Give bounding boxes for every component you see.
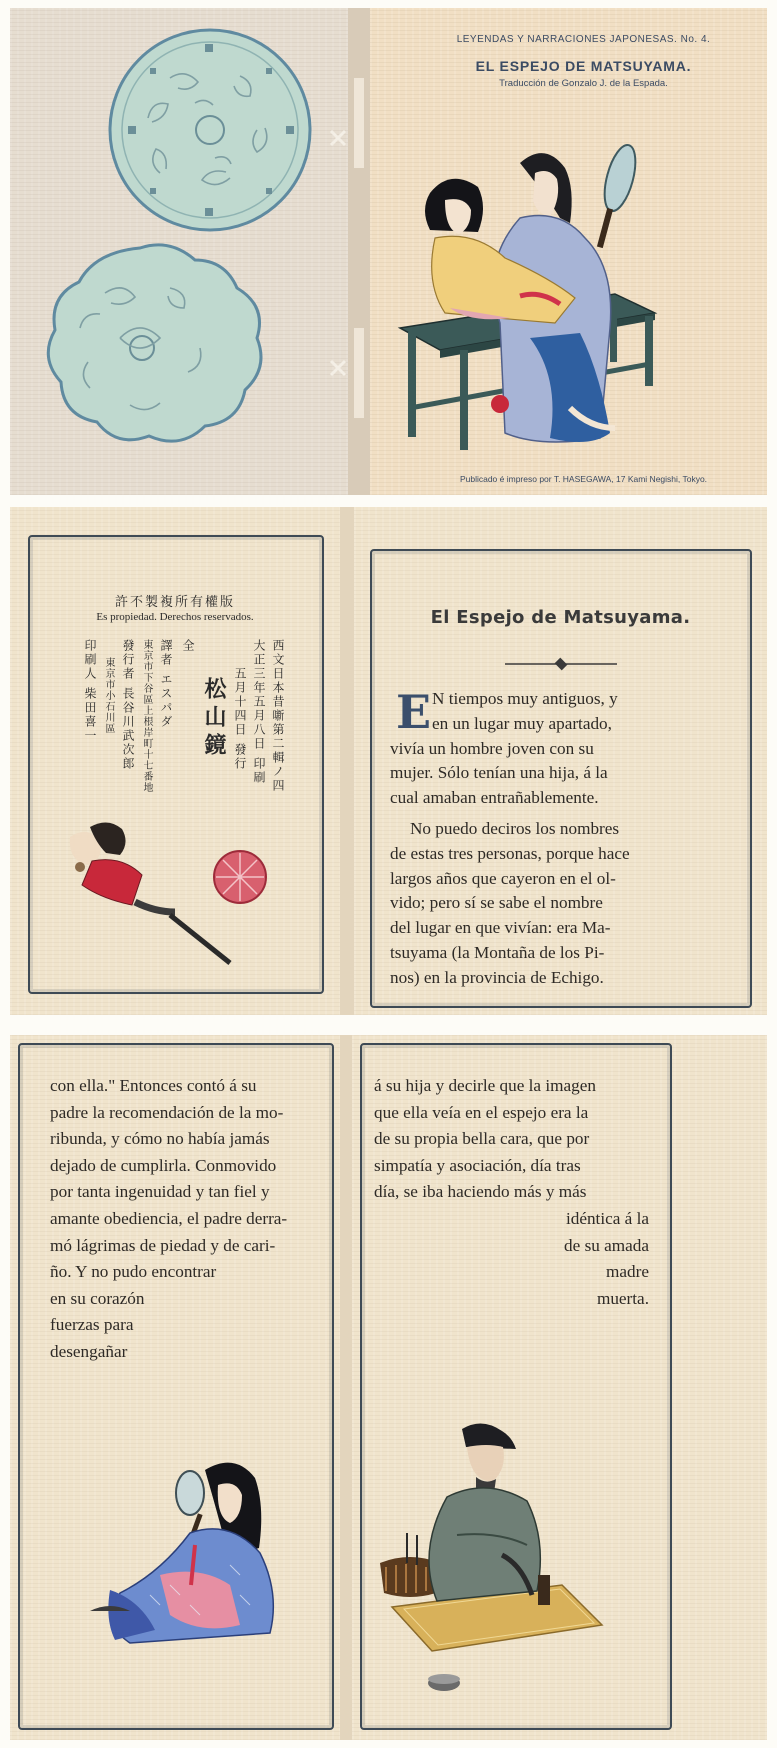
text-line: de estas tres personas, porque hace	[390, 843, 630, 863]
text-line: cual amaban entrañablemente.	[390, 788, 599, 808]
story-text-right	[564, 1206, 649, 1312]
text-line: en su corazón	[50, 1288, 145, 1308]
text-line: mó lágrimas de piedad y de cari-	[50, 1235, 276, 1255]
text-line: en un lugar muy apartado,	[432, 713, 612, 733]
publisher-credit: Publicado é impreso por T. HASEGAWA, 17 Kami Negishi, Tokyo.	[459, 474, 708, 484]
text-line: madre	[606, 1262, 649, 1282]
text-line: del lugar en que vivían: era Ma-	[390, 918, 611, 938]
colophon-column: 譯者 エスパダ	[159, 639, 173, 729]
text-line: vivía un hombre joven con su	[390, 738, 594, 758]
text-line: largos años que cayeron en el ol-	[390, 868, 616, 888]
text-line: amante obediencia, el padre derra-	[50, 1208, 288, 1228]
colophon-title: 松山鏡	[201, 677, 226, 761]
binding-thread	[354, 78, 364, 168]
page-gutter	[340, 1035, 352, 1740]
temari-ball-icon	[491, 395, 509, 413]
colophon-column: 印刷人 柴田喜一	[83, 639, 97, 743]
text-line: tsuyama (la Montaña de los Pi-	[390, 942, 605, 962]
colophon-header-jp: 許不製複所有權版	[114, 595, 235, 610]
text-line: padre la recomendación de la mo-	[50, 1102, 284, 1122]
text-line: que ella veía en el espejo era la	[374, 1102, 589, 1122]
text-line: No puedo deciros los nombres	[410, 818, 620, 838]
back-cover	[10, 8, 348, 495]
story-title: El Espejo de Matsuyama.	[430, 607, 691, 628]
cover-spread	[10, 8, 767, 495]
mirror-medallions	[10, 8, 348, 495]
text-line: nos) en la provincia de Echigo.	[390, 967, 604, 987]
text-page-3	[352, 1035, 767, 1740]
child-and-ball-illustration	[10, 807, 340, 1007]
spread-colophon	[10, 507, 767, 1015]
text-line: día, se iba haciendo más y más	[374, 1182, 587, 1202]
text-page-2	[10, 1035, 340, 1740]
front-cover	[370, 8, 767, 495]
colophon-page	[10, 507, 340, 1015]
page-gutter	[340, 507, 354, 1015]
text-line: de su amada	[564, 1235, 649, 1255]
text-line: de su propia bella cara, que por	[374, 1129, 590, 1149]
text-line: ribunda, y cómo no había jamás	[50, 1129, 270, 1149]
colophon-column: 東京市小石川區	[103, 657, 114, 734]
text-line: por tanta ingenuidad y tan fiel y	[50, 1182, 270, 1202]
text-line: mujer. Sólo tenían una hija, á la	[390, 763, 608, 783]
text-line: N tiempos muy antiguos, y	[432, 689, 618, 708]
colophon-column: 西文日本昔噺第二輯ノ四	[271, 639, 285, 793]
temari-ball-icon	[214, 851, 266, 903]
hand-mirror-icon	[597, 142, 641, 248]
girl-with-mirror-illustration	[10, 1415, 340, 1715]
text-line: idéntica á la	[565, 1209, 649, 1228]
mother-and-daughter-illustration	[370, 88, 767, 488]
bowl-icon	[428, 1674, 460, 1691]
text-line: dejado de cumplirla. Conmovido	[50, 1155, 277, 1175]
text-line: simpatía y asociación, día tras	[374, 1155, 581, 1175]
text-line: desengañar	[50, 1341, 128, 1361]
text-line: con ella." Entonces contó á su	[50, 1076, 257, 1095]
binding-stitch-icon	[328, 358, 348, 378]
round-mirror-back-icon	[110, 30, 310, 230]
text-line: muerta.	[596, 1288, 649, 1308]
colophon-column: 全	[181, 639, 195, 653]
story-text	[390, 687, 630, 991]
series-title: LEYENDAS Y NARRACIONES JAPONESAS. No. 4.	[456, 34, 711, 45]
text-line: vido; pero sí se sabe el nombre	[390, 893, 603, 913]
spread-story	[10, 1035, 767, 1740]
colophon-header-es: Es propiedad. Derechos reservados.	[96, 611, 254, 623]
story-text	[50, 1073, 287, 1366]
father-figure-icon	[429, 1423, 550, 1605]
colophon-column: 發行者 長谷川武次郎	[121, 639, 135, 771]
colophon-column: 五月十四日 發行	[233, 667, 247, 771]
text-page-1	[354, 507, 767, 1015]
text-line: fuerzas para	[50, 1315, 134, 1335]
paragraph-1	[390, 687, 630, 811]
binding-spine	[348, 8, 370, 495]
paragraph-2	[390, 817, 630, 991]
story-text	[374, 1073, 596, 1206]
binding-stitch-icon	[328, 128, 348, 148]
child-figure-icon	[70, 822, 230, 963]
colophon-column: 東京市下谷區上根岸町十七番地	[141, 639, 152, 793]
translator-credit: Traducción de Gonzalo J. de la Espada.	[499, 78, 668, 89]
drop-cap: E	[396, 685, 432, 739]
lobed-mirror-back-icon	[48, 245, 261, 441]
cover-title: EL ESPEJO DE MATSUYAMA.	[475, 58, 692, 74]
binding-thread	[354, 328, 364, 418]
text-line: á su hija y decirle que la imagen	[374, 1076, 596, 1095]
father-seated-illustration	[352, 1385, 682, 1705]
text-line: ño. Y no pudo encontrar	[50, 1262, 217, 1282]
ornament-divider-icon	[501, 657, 621, 671]
colophon-column: 大正三年五月八日 印刷	[252, 639, 266, 785]
